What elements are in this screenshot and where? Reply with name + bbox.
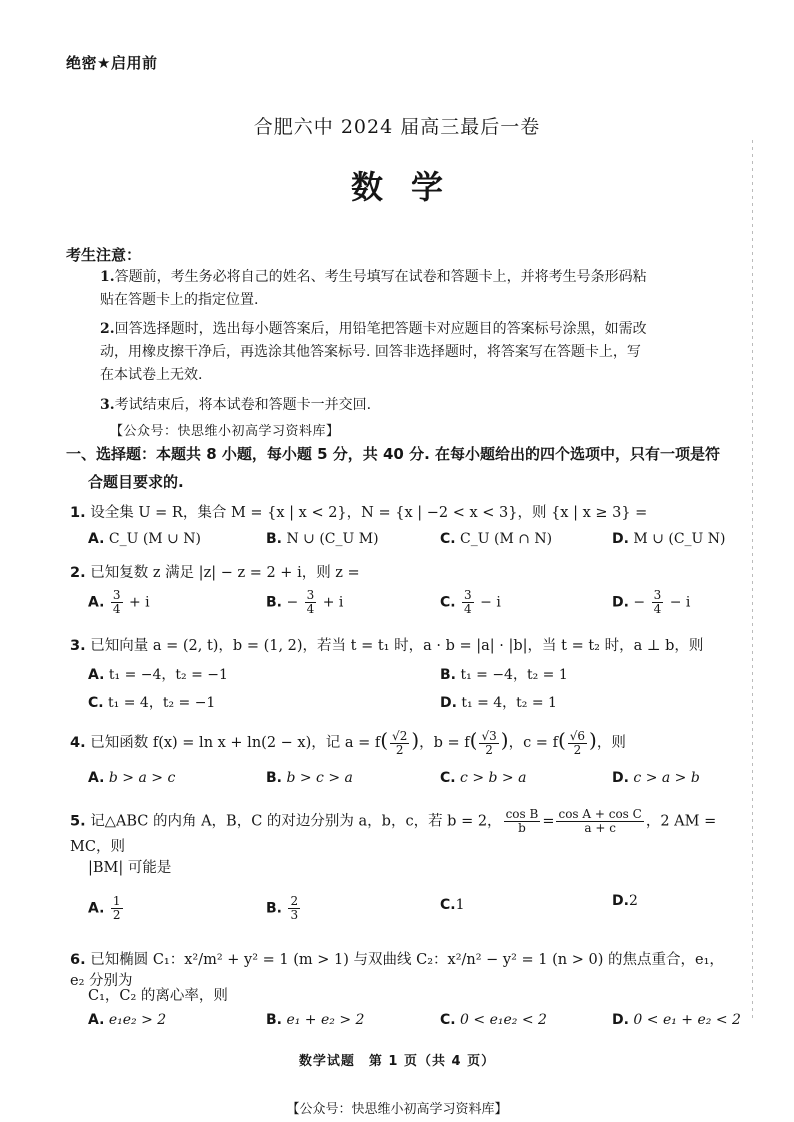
option-label: B. <box>266 1012 282 1028</box>
question-3 <box>70 634 734 655</box>
option-label: A. <box>88 531 105 547</box>
notice-heading: 考生注意： <box>66 246 142 264</box>
q4-option-b[interactable] <box>266 770 353 786</box>
option-text: C_U (M ∩ N) <box>460 531 553 547</box>
q5-option-b[interactable] <box>266 895 302 922</box>
exam-title: 合肥六中 2024 届高三最后一卷 <box>253 116 541 138</box>
notice-item-2 <box>100 318 730 387</box>
denominator: 4 <box>653 602 662 616</box>
notice-item-1 <box>100 266 730 312</box>
equals-sign: = <box>542 813 555 830</box>
notice-text: 动，用橡皮擦干净后，再选涂其他答案标号. 回答非选择题时，将答案写在答题卡上，写 <box>100 344 641 360</box>
q4-option-d[interactable] <box>612 770 700 786</box>
question-number: 4. <box>70 735 86 751</box>
option-label: C. <box>88 695 104 711</box>
q6-option-c[interactable] <box>440 1012 547 1028</box>
scan-edge-line <box>752 140 753 1020</box>
section-heading <box>66 440 734 496</box>
q5-option-a[interactable] <box>88 895 125 922</box>
sign: − <box>633 594 646 611</box>
q1-option-b[interactable] <box>266 531 379 547</box>
q3-option-a[interactable] <box>88 664 228 684</box>
option-label: D. <box>612 893 629 909</box>
denominator: 4 <box>306 602 315 616</box>
fraction <box>305 589 317 616</box>
denominator: 2 <box>573 742 582 757</box>
numerator: √6 <box>569 728 586 743</box>
fraction <box>390 730 409 757</box>
question-number: 5. <box>70 813 86 830</box>
notice-text: 在本试卷上无效. <box>100 367 203 383</box>
option-text: t₁ = −4，t₂ = 1 <box>460 667 568 683</box>
option-text: t₁ = −4，t₂ = −1 <box>108 667 228 683</box>
question-stem: ，c = f <box>508 735 558 751</box>
question-stem: ，b = f <box>419 735 470 751</box>
numerator: √2 <box>392 728 408 743</box>
notice-num: 1. <box>100 269 115 285</box>
question-2 <box>70 561 734 582</box>
page-footer: 数学试题 第 1 页（共 4 页） <box>298 1054 496 1069</box>
denominator: 2 <box>112 908 121 922</box>
numerator: 3 <box>306 588 315 602</box>
fraction <box>556 808 643 835</box>
q3-option-d[interactable] <box>440 692 557 712</box>
option-label: D. <box>440 695 457 711</box>
fraction <box>111 895 123 922</box>
q2-option-d[interactable] <box>612 589 690 616</box>
option-text: b > c > a <box>286 770 353 786</box>
question-stem: 已知椭圆 C₁：x²/m² + y² = 1 (m > 1) 与双曲线 C₂：x²/n² − y² = 1 (n > 0) 的焦点重合，e₁，e₂ 分别为 <box>70 952 724 989</box>
question-stem: 已知复数 z 满足 |z| − z = 2 + i，则 z = <box>90 565 360 581</box>
question-stem: 已知函数 f(x) = ln x + ln(2 − x)，记 a = f <box>90 735 381 751</box>
question-4: 4. 已知函数 f(x) = ln x + ln(2 − x)，记 a = f( $\frac{√2}{2}$ )，b = f( $\frac{√3}{2}$ )，c = f( $\frac{√6}{2}$ )，则 <box>70 728 626 757</box>
secret-label: 绝密★启用前 <box>66 54 158 72</box>
option-text: − i <box>669 594 691 611</box>
denominator: 2 <box>485 742 493 757</box>
question-6-line2: C₁，C₂ 的离心率，则 <box>88 988 228 1004</box>
option-label: C. <box>440 770 456 786</box>
numerator: cos A + cos C <box>558 807 642 821</box>
option-label: C. <box>440 531 456 547</box>
q6-option-d[interactable] <box>612 1012 741 1028</box>
numerator: √3 <box>481 728 497 743</box>
question-stem: 设全集 U = R，集合 M = {x | x < 2}，N = {x | −2 < x < 3}，则 {x | x ≥ 3} = <box>90 505 648 521</box>
fraction <box>111 589 123 616</box>
option-text: − i <box>480 594 501 611</box>
option-text: + i <box>322 594 344 611</box>
fraction <box>568 730 587 757</box>
question-number: 6. <box>70 952 86 968</box>
option-text: e₁e₂ > 2 <box>108 1012 167 1028</box>
fraction <box>504 808 541 835</box>
section-line: 一、选择题：本题共 8 小题，每小题 5 分，共 40 分. 在每小题给出的四个选项中，只有一项是符 <box>66 445 721 463</box>
option-text: c > a > b <box>633 770 700 786</box>
option-label: D. <box>612 594 629 611</box>
notice-text: 贴在答题卡上的指定位置. <box>100 292 259 308</box>
option-text: t₁ = 4，t₂ = 1 <box>461 695 557 711</box>
notice-text: 答题前，考生务必将自己的姓名、考生号填写在试卷和答题卡上，并将考生号条形码粘 <box>114 269 647 285</box>
notice-text: 考试结束后，将本试卷和答题卡一并交回. <box>114 397 372 413</box>
q6-option-b[interactable] <box>266 1012 364 1028</box>
option-text: C_U (M ∪ N) <box>108 531 201 547</box>
question-5-line2: |BM| 可能是 <box>88 860 172 876</box>
option-text: 1 <box>455 897 465 913</box>
numerator: 3 <box>112 588 121 602</box>
option-label: C. <box>440 1012 456 1028</box>
denominator: a + c <box>584 821 616 835</box>
numerator: 2 <box>290 894 299 908</box>
option-label: D. <box>612 770 629 786</box>
q1-option-d[interactable] <box>612 531 726 547</box>
option-label: B. <box>266 594 282 611</box>
wechat-notice: 【公众号：快思维小初高学习资料库】 <box>110 424 340 439</box>
question-number: 2. <box>70 565 86 581</box>
option-label: B. <box>266 900 282 917</box>
subject-title: 数学 <box>350 168 471 206</box>
option-label: C. <box>440 594 456 611</box>
numerator: 3 <box>464 588 472 602</box>
notice-text: 回答选择题时，选出每小题答案后，用铅笔把答题卡对应题目的答案标号涂黑，如需改 <box>114 321 647 337</box>
sign: − <box>286 594 299 611</box>
option-label: A. <box>88 594 105 611</box>
option-text: + i <box>128 594 150 611</box>
question-number: 1. <box>70 505 86 521</box>
option-label: D. <box>612 531 629 547</box>
question-1 <box>70 501 734 522</box>
question-stem: 记△ABC 的内角 A，B，C 的对边分别为 a，b，c，若 b = 2， <box>90 813 502 830</box>
q3-option-c[interactable] <box>88 692 215 712</box>
option-label: B. <box>440 667 456 683</box>
option-label: B. <box>266 770 282 786</box>
denominator: 3 <box>290 908 299 922</box>
notice-num: 3. <box>100 397 115 413</box>
footer-wechat: 【公众号：快思维小初高学习资料库】 <box>286 1102 508 1117</box>
option-label: D. <box>612 1012 629 1028</box>
option-text: b > a > c <box>108 770 176 786</box>
question-stem: ，2 AM = MC，则 <box>70 813 717 855</box>
option-text: 2 <box>628 893 638 909</box>
q5-option-c[interactable] <box>440 897 465 913</box>
option-text: 0 < e₁ + e₂ < 2 <box>633 1012 741 1028</box>
q2-option-c[interactable] <box>440 589 501 616</box>
option-text: c > b > a <box>460 770 527 786</box>
option-label: A. <box>88 900 105 917</box>
section-line: 合题目要求的. <box>88 473 184 491</box>
q4-option-a[interactable] <box>88 770 175 786</box>
fraction <box>652 589 664 616</box>
question-number: 3. <box>70 638 86 654</box>
option-label: A. <box>88 1012 105 1028</box>
denominator: 2 <box>395 742 404 757</box>
numerator: 3 <box>653 588 662 602</box>
q2-option-b[interactable] <box>266 589 343 616</box>
denominator: b <box>518 821 526 835</box>
question-5 <box>70 808 734 856</box>
fraction <box>288 895 300 922</box>
q1-option-c[interactable] <box>440 531 552 547</box>
denominator: 4 <box>464 602 472 616</box>
q5-option-d[interactable] <box>612 893 638 909</box>
option-label: A. <box>88 770 105 786</box>
option-text: 0 < e₁e₂ < 2 <box>460 1012 547 1028</box>
q1-option-a[interactable] <box>88 531 201 547</box>
option-text: N ∪ (C_U M) <box>286 531 379 547</box>
q2-option-a[interactable] <box>88 589 150 616</box>
fraction <box>479 730 498 757</box>
q3-option-b[interactable] <box>440 664 568 684</box>
numerator: cos B <box>505 807 539 821</box>
numerator: 1 <box>112 894 121 908</box>
option-text: t₁ = 4，t₂ = −1 <box>108 695 216 711</box>
option-label: C. <box>440 897 456 913</box>
option-text: M ∪ (C_U N) <box>633 531 726 547</box>
denominator: 4 <box>112 602 121 616</box>
question-stem: 已知向量 a = (2, t)，b = (1, 2)，若当 t = t₁ 时，a · b = |a| · |b|，当 t = t₂ 时，a ⊥ b，则 <box>90 638 704 654</box>
notice-item-3 <box>100 394 730 417</box>
q6-option-a[interactable] <box>88 1012 166 1028</box>
option-label: B. <box>266 531 282 547</box>
notice-num: 2. <box>100 321 115 337</box>
question-stem: ，则 <box>596 735 626 751</box>
q4-option-c[interactable] <box>440 770 526 786</box>
option-label: A. <box>88 667 105 683</box>
option-text: e₁ + e₂ > 2 <box>286 1012 365 1028</box>
fraction <box>462 589 474 616</box>
